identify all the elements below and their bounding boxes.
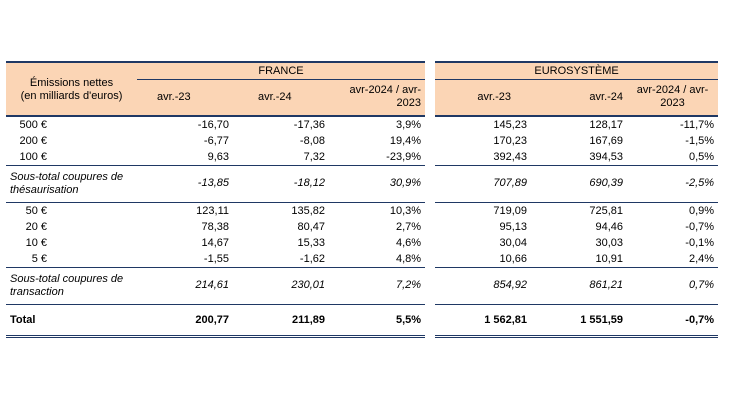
fr-value-avr24: 15,33 — [297, 236, 325, 249]
eu-col-variation-l2: 2023 — [660, 97, 685, 110]
row-label: 20 € — [25, 220, 47, 233]
fr-value-avr23: -16,70 — [197, 118, 229, 131]
eu-value-avr23: 30,04 — [499, 236, 528, 249]
fr-value-avr23: 9,63 — [207, 150, 229, 163]
fr-value-avr23: 200,77 — [137, 304, 233, 336]
table-row — [6, 149, 718, 166]
group-france: FRANCE — [137, 62, 425, 80]
fr-value-avr24: 7,32 — [303, 150, 325, 163]
eu-variation: 0,5% — [688, 150, 715, 163]
row-label-line2: (en milliards d'euros) — [20, 90, 123, 102]
table-row — [6, 202, 718, 219]
fr-col-avr23: avr.-23 — [137, 80, 233, 116]
fr-variation: 10,3% — [329, 202, 425, 219]
eu-value-avr24: 128,17 — [589, 118, 624, 131]
fr-col-variation-l1: avr-2024 / avr- — [349, 84, 422, 97]
fr-value-avr23: -6,77 — [203, 134, 229, 147]
fr-variation: -23,9% — [386, 150, 422, 163]
fr-value-avr24: 80,47 — [297, 220, 325, 233]
eu-variation: 0,9% — [627, 202, 718, 219]
row-label: 200 € — [19, 134, 47, 147]
table-row — [6, 235, 718, 251]
eu-variation: -0,7% — [627, 304, 718, 336]
eu-value-avr23: 1 562,81 — [435, 304, 531, 336]
fr-variation: 5,5% — [329, 304, 425, 336]
eu-value-avr24: 725,81 — [531, 202, 627, 219]
eu-variation: -1,5% — [685, 134, 715, 147]
eu-value-avr23: 10,66 — [499, 252, 528, 265]
fr-value-avr24: -1,62 — [299, 252, 325, 265]
fr-value-avr23: 123,11 — [137, 202, 233, 219]
subtotal-label: Sous-total coupures de transaction — [6, 267, 137, 304]
eu-col-avr23: avr.-23 — [435, 80, 531, 116]
eu-variation: -2,5% — [627, 165, 718, 202]
row-label: 50 € — [6, 202, 137, 219]
fr-variation: 4,6% — [395, 236, 422, 249]
eu-variation: 0,7% — [627, 267, 718, 304]
total-row — [6, 304, 718, 336]
fr-col-variation-l2: 2023 — [396, 97, 422, 110]
eu-col-avr24: avr.-24 — [531, 80, 627, 116]
fr-value-avr23: 14,67 — [201, 236, 229, 249]
eu-col-variation-l1: avr-2024 / avr- — [636, 84, 709, 97]
eu-value-avr23: 854,92 — [435, 267, 531, 304]
table-row — [6, 251, 718, 268]
row-label: 5 € — [31, 252, 47, 265]
eu-value-avr24: 861,21 — [531, 267, 627, 304]
eu-col-variation — [627, 80, 718, 116]
fr-variation: 30,9% — [329, 165, 425, 202]
fr-value-avr23: -1,55 — [203, 252, 229, 265]
table-row — [6, 219, 718, 235]
fr-value-avr23: 78,38 — [201, 220, 229, 233]
fr-value-avr24: 230,01 — [233, 267, 329, 304]
eu-value-avr23: 719,09 — [435, 202, 531, 219]
row-label: 10 € — [25, 236, 47, 249]
header-group-row — [6, 62, 718, 80]
fr-variation: 7,2% — [329, 267, 425, 304]
fr-value-avr24: -17,36 — [293, 118, 325, 131]
fr-value-avr23: -13,85 — [137, 165, 233, 202]
eu-value-avr24: 1 551,59 — [531, 304, 627, 336]
fr-col-variation — [329, 80, 425, 116]
fr-variation: 3,9% — [395, 118, 422, 131]
row-label: 500 € — [19, 118, 47, 131]
row-label: 100 € — [19, 150, 47, 163]
eu-value-avr23: 707,89 — [435, 165, 531, 202]
group-eurosysteme: EUROSYSTÈME — [435, 62, 718, 80]
eu-value-avr24: 94,46 — [595, 220, 624, 233]
eu-value-avr24: 30,03 — [595, 236, 624, 249]
subtotal-row — [6, 267, 718, 304]
table-row — [6, 116, 718, 133]
fr-value-avr24: -18,12 — [233, 165, 329, 202]
banknote-issuance-table — [6, 61, 718, 338]
eu-value-avr23: 392,43 — [493, 150, 528, 163]
fr-variation: 19,4% — [389, 134, 422, 147]
fr-col-avr24: avr.-24 — [233, 80, 329, 116]
eu-variation: 2,4% — [688, 252, 715, 265]
eu-variation: -0,1% — [685, 236, 715, 249]
row-label-header — [6, 62, 137, 116]
fr-variation: 4,8% — [395, 252, 422, 265]
row-label-line1: Émissions nettes — [29, 77, 114, 89]
eu-value-avr23: 170,23 — [493, 134, 528, 147]
eu-variation: -11,7% — [680, 118, 715, 131]
fr-variation: 2,7% — [395, 220, 422, 233]
subtotal-row — [6, 165, 718, 202]
fr-value-avr24: 135,82 — [233, 202, 329, 219]
eu-variation: -0,7% — [685, 220, 715, 233]
fr-value-avr24: 211,89 — [233, 304, 329, 336]
eu-value-avr24: 394,53 — [589, 150, 624, 163]
eu-value-avr24: 690,39 — [531, 165, 627, 202]
eu-value-avr23: 145,23 — [493, 118, 528, 131]
fr-value-avr24: -8,08 — [299, 134, 325, 147]
eu-value-avr24: 10,91 — [595, 252, 624, 265]
eu-value-avr24: 167,69 — [589, 134, 624, 147]
subtotal-label: Sous-total coupures de thésaurisation — [6, 165, 137, 202]
eu-value-avr23: 95,13 — [499, 220, 528, 233]
fr-value-avr23: 214,61 — [137, 267, 233, 304]
total-label: Total — [6, 304, 137, 336]
table-row — [6, 133, 718, 149]
